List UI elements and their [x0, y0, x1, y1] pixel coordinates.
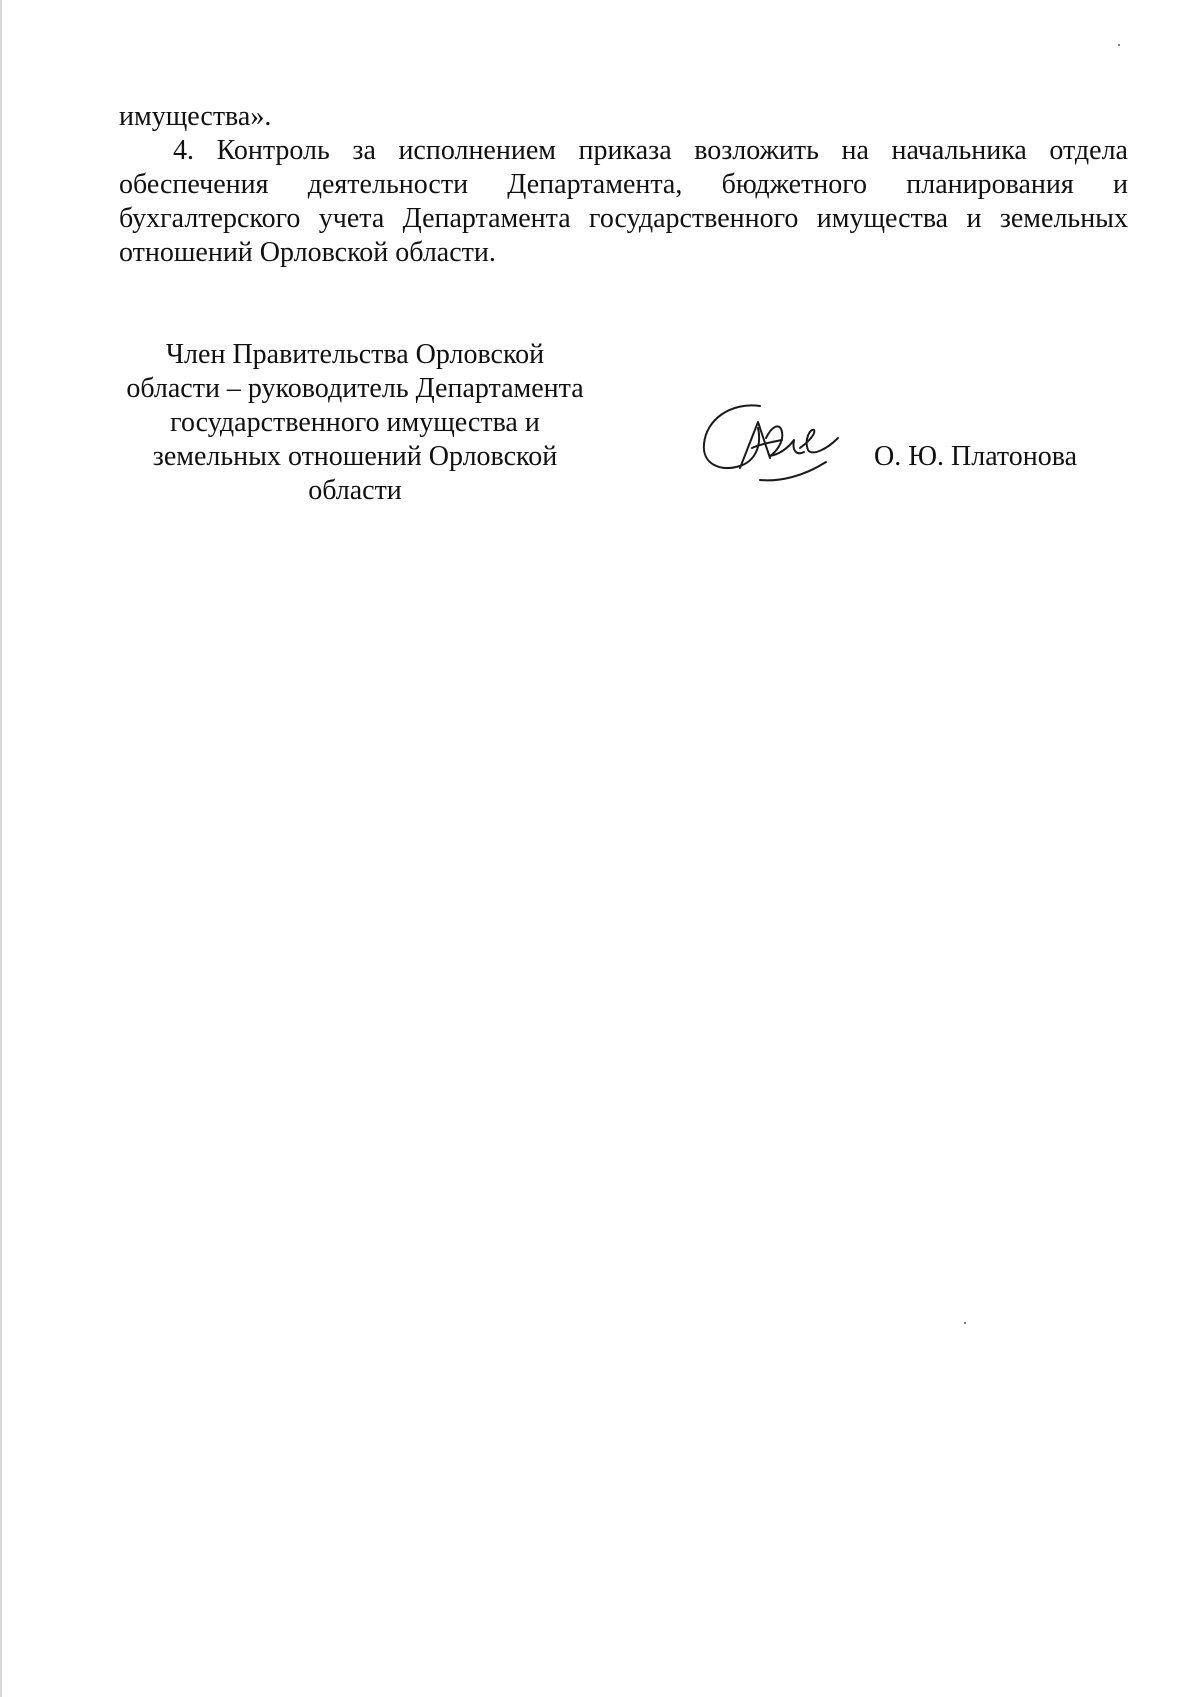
position-line: Член Правительства Орловской [165, 339, 545, 370]
signatory-position [110, 338, 600, 508]
position-line: области [308, 475, 402, 506]
document-body [119, 100, 1128, 270]
scan-edge [0, 0, 2, 1697]
scan-speck [1118, 44, 1120, 46]
position-line: государственного имущества и [170, 407, 540, 438]
position-line: области – руководитель Департамента [126, 373, 584, 404]
handwritten-signature [700, 398, 840, 490]
signer-name: О. Ю. Платонова [874, 441, 1078, 472]
paragraph-4: 4. Контроль за исполнением приказа возложить на начальника отдела обеспечения деятельности Департамента, бюджетного планирования и бухгалтерского учета Департамента государственного имущества и земельных отношений Орловской области. [119, 135, 1128, 268]
position-line: земельных отношений Орловской [152, 441, 558, 472]
continuation-line: имущества». [119, 101, 272, 132]
scan-speck [964, 1322, 966, 1324]
